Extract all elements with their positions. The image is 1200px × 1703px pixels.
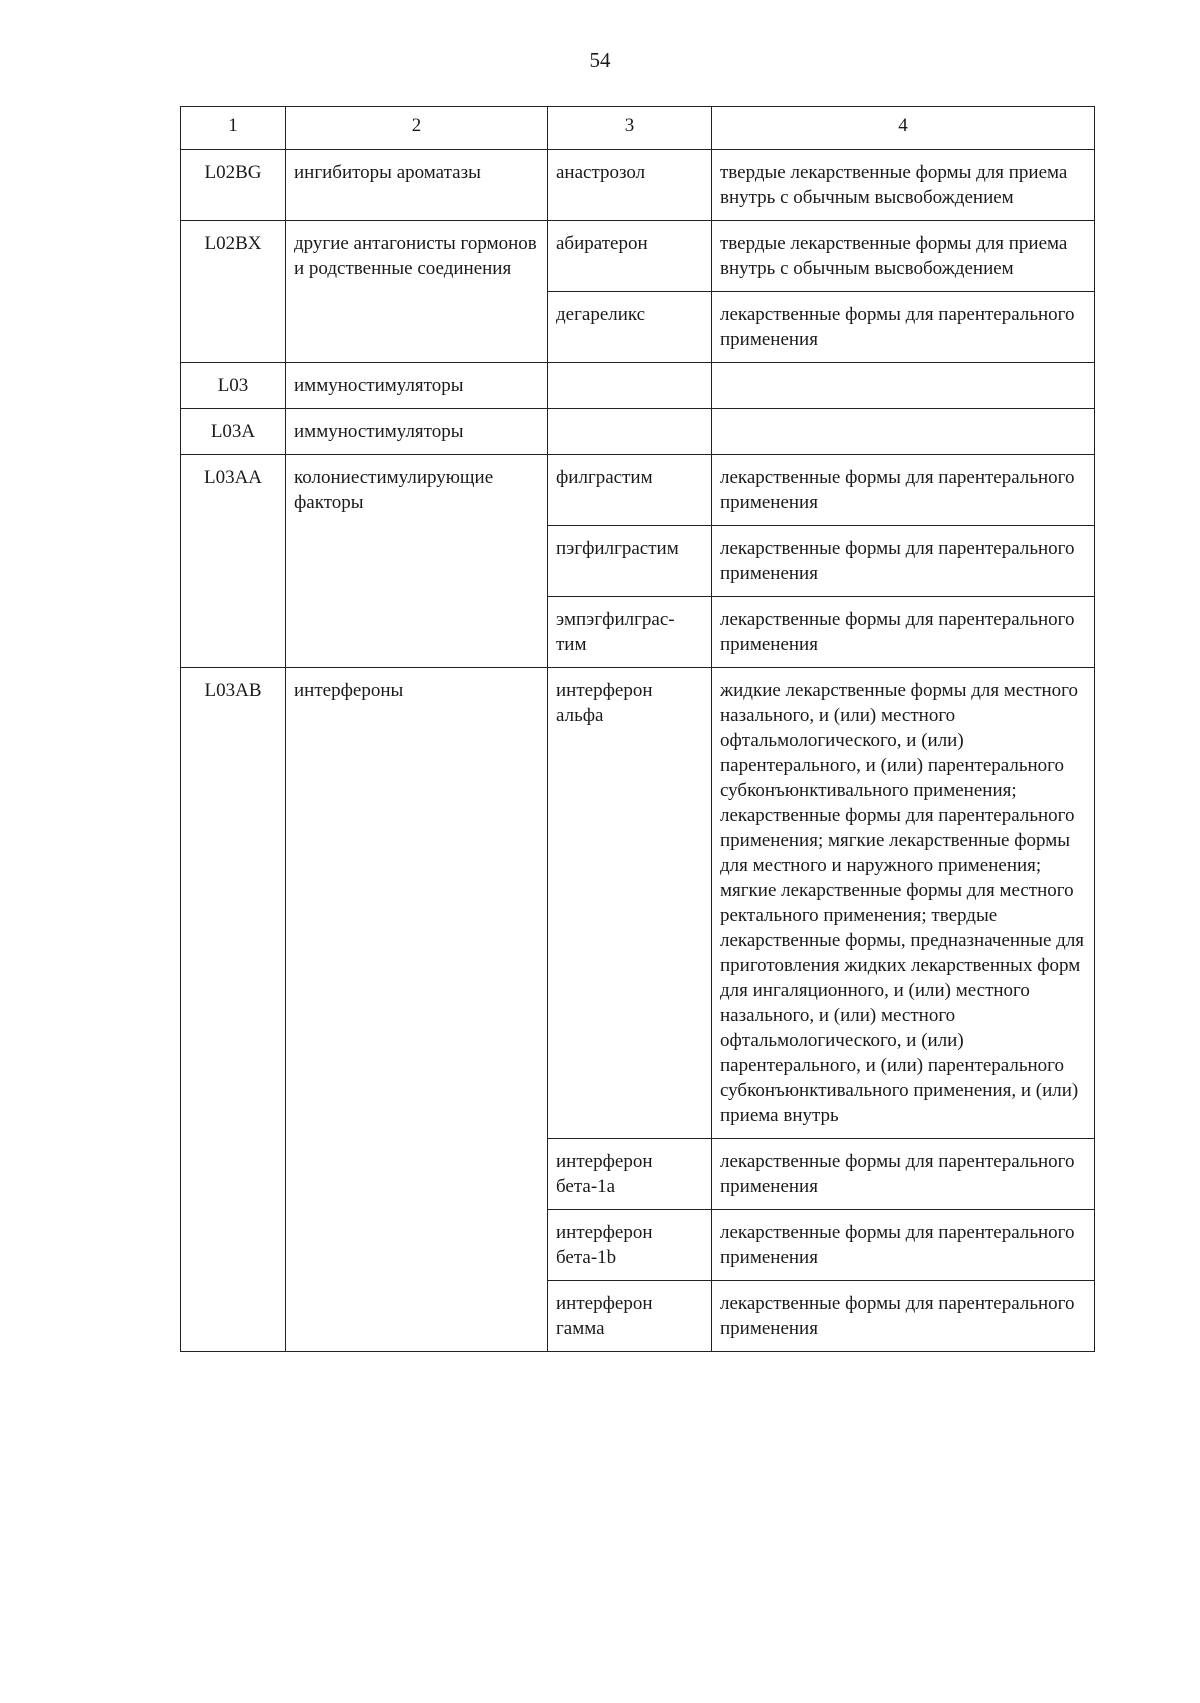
- group-name-cell: иммуностимуляторы: [286, 409, 548, 455]
- table-row: [181, 668, 1095, 1139]
- drug-name-cell: филграстим: [548, 455, 712, 526]
- table-row: [181, 363, 1095, 409]
- drug-name-cell: интерферон альфа: [548, 668, 712, 1139]
- drug-name-cell: дегареликс: [548, 292, 712, 363]
- drug-table: [180, 106, 1095, 1352]
- table-row: [181, 221, 1095, 292]
- drug-name-cell: абиратерон: [548, 221, 712, 292]
- group-name-cell: другие антагонисты гормонов и родственные соединения: [286, 221, 548, 363]
- header-cell: 4: [712, 107, 1095, 150]
- dosage-form-cell: лекарственные формы для парентерального применения: [712, 597, 1095, 668]
- table-row: [181, 455, 1095, 526]
- dosage-form-cell: жидкие лекарственные формы для местного назального, и (или) местного офтальмологического, и (или) парентерального, и (или) парентерального субконъюнктивального применения; лекарственные формы для парентерального применения; мягкие лекарственные формы для местного и наружного применения; мягкие лекарственные формы для местного ректального применения; твердые лекарственные формы, предназначенные для приготовления жидких лекарственных форм для ингаляционного, и (или) местного назального, и (или) местного офтальмологического, и (или) парентерального, и (или) парентерального субконъюнктивального применения, и (или) приема внутрь: [712, 668, 1095, 1139]
- atc-code-cell: L02BX: [181, 221, 286, 363]
- drug-name-cell: интерферон гамма: [548, 1281, 712, 1352]
- drug-name-cell: интерферон бета-1b: [548, 1210, 712, 1281]
- header-cell: 3: [548, 107, 712, 150]
- page-number: 54: [589, 48, 611, 72]
- dosage-form-cell: [712, 409, 1095, 455]
- dosage-form-cell: лекарственные формы для парентерального применения: [712, 1281, 1095, 1352]
- header-cell: 1: [181, 107, 286, 150]
- dosage-form-cell: лекарственные формы для парентерального применения: [712, 455, 1095, 526]
- table-body: [181, 107, 1095, 1352]
- table-row: [181, 150, 1095, 221]
- drug-name-cell: [548, 409, 712, 455]
- atc-code-cell: L03A: [181, 409, 286, 455]
- dosage-form-cell: лекарственные формы для парентерального применения: [712, 526, 1095, 597]
- dosage-form-cell: твердые лекарственные формы для приема внутрь с обычным высвобождением: [712, 221, 1095, 292]
- dosage-form-cell: [712, 363, 1095, 409]
- table-header-row: [181, 107, 1095, 150]
- drug-name-cell: эмпэгфилграс-тим: [548, 597, 712, 668]
- group-name-cell: колониестимулирующие факторы: [286, 455, 548, 668]
- atc-code-cell: L03AB: [181, 668, 286, 1352]
- drug-name-cell: анастрозол: [548, 150, 712, 221]
- drug-name-cell: [548, 363, 712, 409]
- atc-code-cell: L03AA: [181, 455, 286, 668]
- group-name-cell: ингибиторы ароматазы: [286, 150, 548, 221]
- dosage-form-cell: лекарственные формы для парентерального применения: [712, 1139, 1095, 1210]
- atc-code-cell: L03: [181, 363, 286, 409]
- group-name-cell: интерфероны: [286, 668, 548, 1352]
- dosage-form-cell: твердые лекарственные формы для приема внутрь с обычным высвобождением: [712, 150, 1095, 221]
- atc-code-cell: L02BG: [181, 150, 286, 221]
- drug-name-cell: пэгфилграстим: [548, 526, 712, 597]
- dosage-form-cell: лекарственные формы для парентерального применения: [712, 1210, 1095, 1281]
- header-cell: 2: [286, 107, 548, 150]
- drug-name-cell: интерферон бета-1a: [548, 1139, 712, 1210]
- dosage-form-cell: лекарственные формы для парентерального применения: [712, 292, 1095, 363]
- table-row: [181, 409, 1095, 455]
- group-name-cell: иммуностимуляторы: [286, 363, 548, 409]
